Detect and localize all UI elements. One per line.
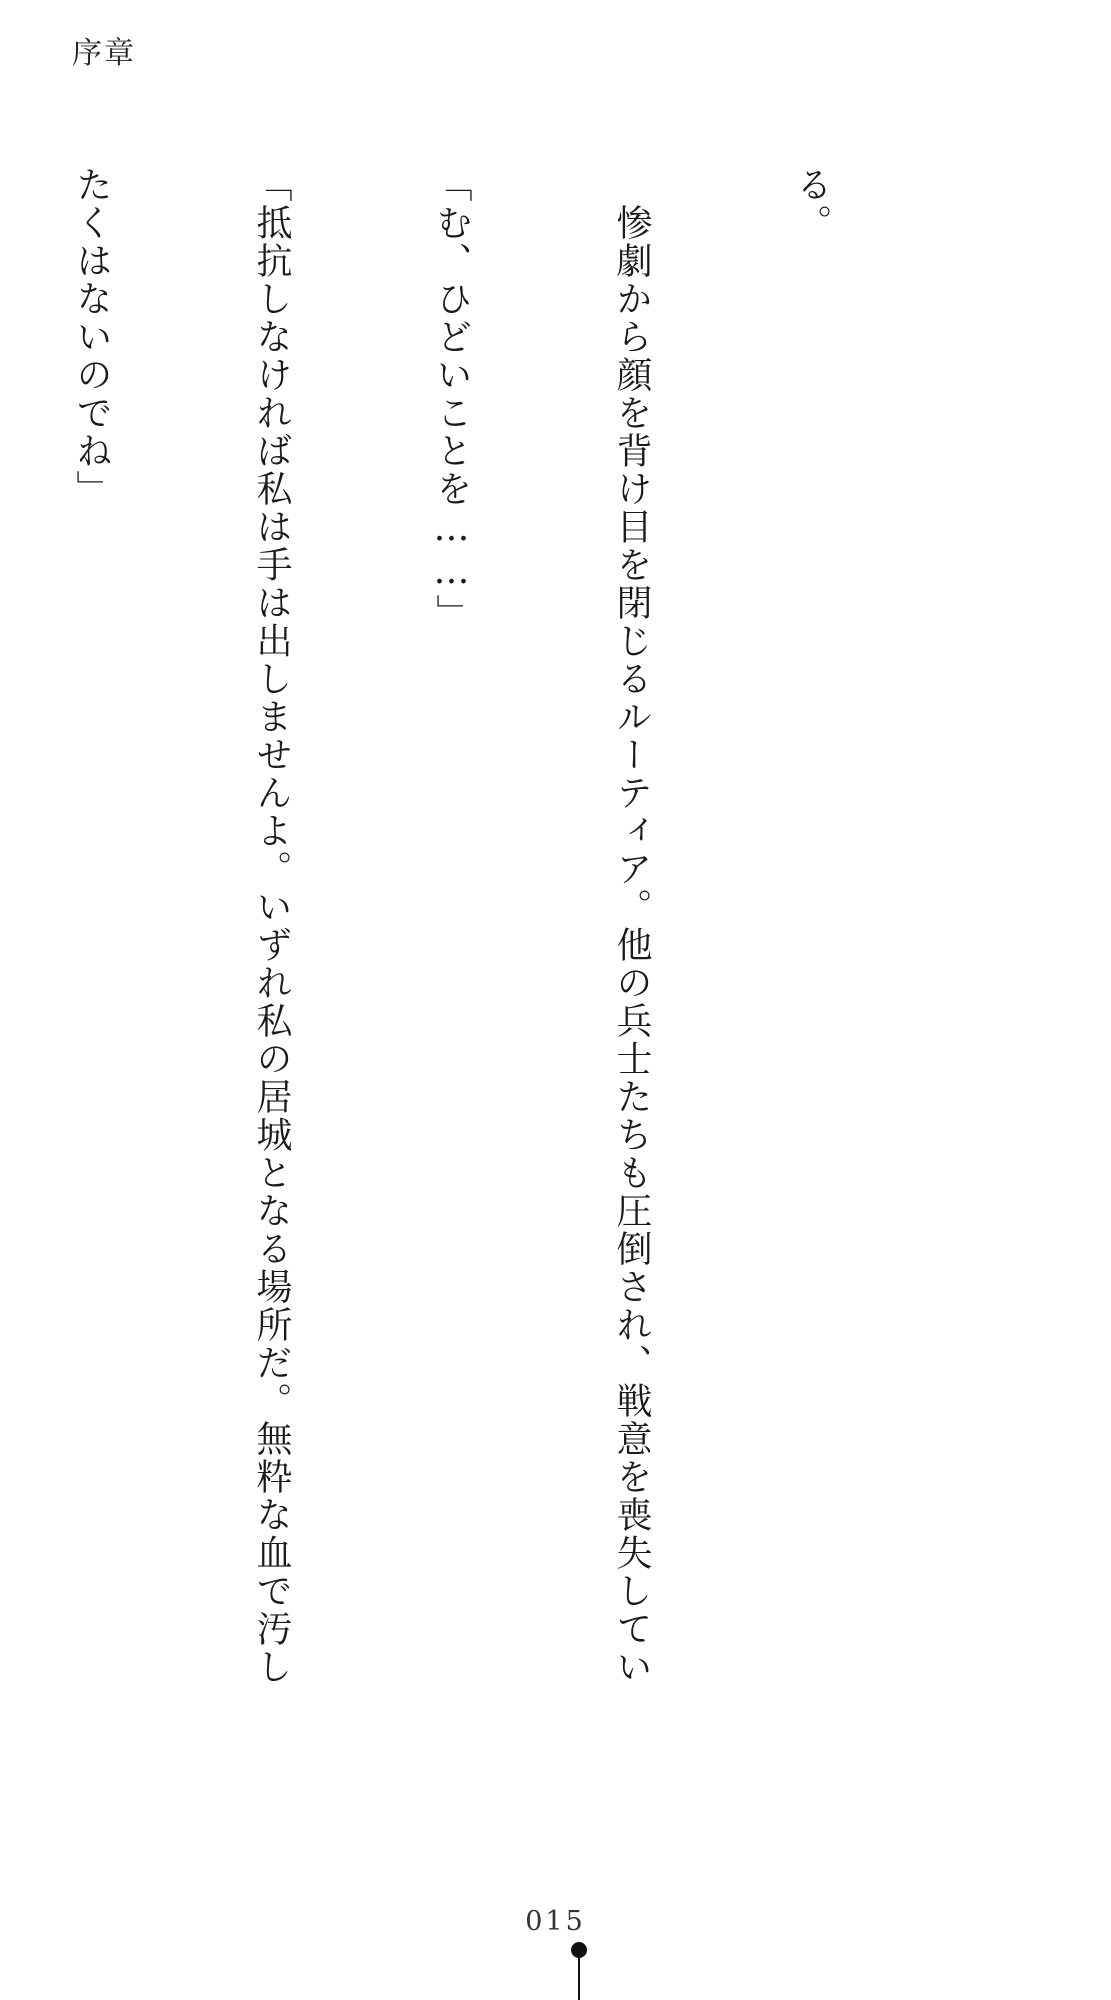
running-head: 序章 [72, 36, 136, 71]
text-line: 惨劇から顔を背け目を閉じるルーティア。他の兵士たちも圧倒され、戦意を喪失してい [611, 166, 652, 1686]
text-line: 「む、ひどいことを……」 [431, 166, 472, 632]
page-number: 015 [525, 1906, 586, 1937]
text-line: 「抵抗しなければ私は手は出しませんよ。いずれ私の居城となる場所だ。無粋な血で汚し [251, 166, 292, 1686]
folio-ornament-dot [571, 1942, 587, 1958]
text-line: る。 [791, 166, 832, 242]
folio-ornament-line [578, 1958, 580, 2000]
vertical-text-body [0, 166, 961, 1686]
text-line: たくはないのでね」 [71, 166, 112, 508]
